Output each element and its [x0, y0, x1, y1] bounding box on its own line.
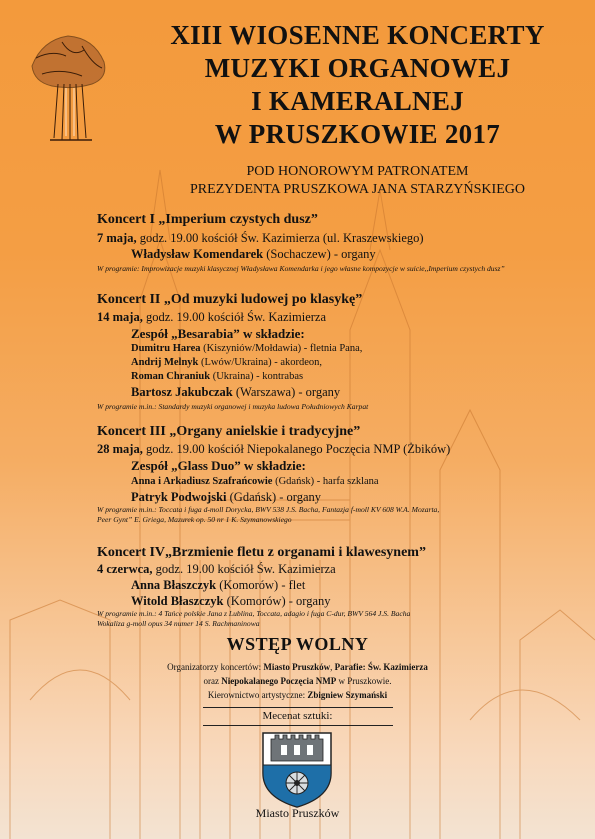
- city-crest-icon: [257, 729, 337, 809]
- organizers-location: w Pruszkowie.: [336, 676, 392, 686]
- concert-4-details: godz. 19.00 kościół Św. Kazimierza: [152, 562, 336, 576]
- concert-3-member: [131, 476, 379, 487]
- organizer-parish: Parafie: Św. Kazimierza: [334, 662, 428, 672]
- concert-2-member: [131, 343, 362, 354]
- concert-2-member-name: Andrij Melnyk: [131, 357, 199, 368]
- patronage-line-1: POD HONOROWYM PATRONATEM: [246, 164, 469, 179]
- concert-3-program-line-2: Peer Gynt” E. Griega, Mazurek op. 50 nr 1 K. Szymanowskiego: [97, 515, 292, 524]
- concert-3-performer-name: Patryk Podwojski: [131, 490, 227, 504]
- tree-illustration: [22, 28, 114, 148]
- concert-3-performer-info: (Gdańsk) - organy: [226, 490, 322, 504]
- concert-4-date-line: [97, 562, 336, 577]
- title-line-2: MUZYKI ORGANOWEJ: [204, 53, 511, 83]
- concert-2-member: [131, 371, 303, 382]
- concert-4-program-line-1: W programie m.in.: 4 Tańce polskie Jana z Lublina, Toccata, adagio i fuga C-dur, BWV 564 J.S. Bacha: [97, 609, 411, 618]
- concert-1-details: godz. 19.00 kościół Św. Kazimierza (ul. Kraszewskiego): [136, 231, 424, 245]
- organizers-line-2: [0, 676, 595, 686]
- concert-2-member-info: (Lwów/Ukraina) - akordeon,: [198, 357, 323, 368]
- concert-4-performer-info: (Komorów) - organy: [223, 594, 331, 608]
- organizers-line-3: [0, 690, 595, 700]
- concert-4-performer: [131, 578, 305, 593]
- concert-2-member-name: Dumitru Harea: [131, 343, 201, 354]
- concert-1-date-line: [97, 231, 424, 246]
- concert-1-performer: [131, 247, 376, 262]
- concert-4-performer-info: (Komorów) - flet: [216, 578, 306, 592]
- concert-1-program: W programie: Improwizacje muzyki klasycznej Władysława Komendarka i jego własne kompozycje w suicie,,Imperium czystych dusz”: [97, 264, 505, 273]
- concert-3-date-line: [97, 442, 450, 457]
- concert-3-performer: [131, 490, 321, 505]
- concert-4-performer-name: Anna Błaszczyk: [131, 578, 217, 592]
- concert-4-date: 4 czerwca,: [97, 562, 153, 576]
- concert-2-member-name: Roman Chraniuk: [131, 371, 211, 382]
- concert-3-member-info: (Gdańsk) - harfa szklana: [272, 476, 379, 487]
- concert-1-heading: Koncert I „Imperium czystych dusz”: [97, 212, 318, 227]
- concert-2-heading: Koncert II „Od muzyki ludowej po klasykę”: [97, 292, 363, 307]
- concert-4-performer: [131, 594, 331, 609]
- title-line-4: W PRUSZKOWIE 2017: [214, 119, 501, 149]
- artistic-director: Zbigniew Szymański: [307, 690, 388, 700]
- concert-2-performer-name: Bartosz Jakubczak: [131, 385, 233, 399]
- concert-2-member-info: (Kiszyniów/Mołdawia) - fletnia Pana,: [200, 343, 363, 354]
- admission-free: WSTĘP WOLNY: [226, 634, 369, 654]
- concert-2-date-line: [97, 310, 326, 325]
- concert-2-member: [131, 357, 322, 368]
- organizers-separator: ,: [330, 662, 335, 672]
- concert-2-performer: [131, 385, 340, 400]
- title-line-1: XIII WIOSENNE KONCERTY: [170, 20, 545, 50]
- concert-3-details: godz. 19.00 kościół Niepokalanego Poczęcia NMP (Żbików): [142, 442, 451, 456]
- concert-2-date: 14 maja,: [97, 310, 143, 324]
- patron-label: Mecenat sztuki:: [262, 710, 333, 722]
- artistic-direction-label: Kierownictwo artystyczne:: [207, 690, 308, 700]
- organizers-label: Organizatorzy koncertów:: [167, 662, 264, 672]
- patronage-line-2: PREZYDENTA PRUSZKOWA JANA STARZYŃSKIEGO: [190, 182, 525, 197]
- divider-top: [203, 707, 393, 708]
- concert-3-heading: Koncert III „Organy anielskie i tradycyjne”: [97, 424, 361, 439]
- organizer-parish-2: Niepokalanego Poczęcia NMP: [221, 676, 337, 686]
- concert-3-member-name: Anna i Arkadiusz Szafrańcowie: [131, 476, 273, 487]
- concert-4-heading: Koncert IV„Brzmienie fletu z organami i klawesynem”: [97, 545, 426, 560]
- concert-2-performer-info: (Warszawa) - organy: [232, 385, 341, 399]
- divider-bottom: [203, 725, 393, 726]
- concert-1-date: 7 maja,: [97, 231, 137, 245]
- concert-3-ensemble: Zespół „Glass Duo” w składzie:: [131, 458, 306, 473]
- concert-1-performer-info: (Sochaczew) - organy: [263, 247, 376, 261]
- organizers-conjunction: oraz: [203, 676, 222, 686]
- city-name: Miasto Pruszków: [255, 806, 340, 820]
- organizers-line-1: [0, 662, 595, 672]
- concert-2-program: W programie m.in.: Standardy muzyki organowej i muzyka ludowa Południowych Karpat: [97, 402, 369, 411]
- concert-1-performer-name: Władysław Komendarek: [131, 247, 264, 261]
- concert-3-program-line-1: W programie m.in.: Toccata i fuga d-moll Dorycka, BWV 538 J.S. Bacha, Fantazja f-moll KV 608 W.A. Mozarta,: [97, 505, 440, 514]
- concert-3-date: 28 maja,: [97, 442, 143, 456]
- title-line-3: I KAMERALNEJ: [251, 86, 464, 116]
- concert-2-ensemble: Zespół „Besarabia” w składzie:: [131, 326, 305, 341]
- concert-2-member-info: (Ukraina) - kontrabas: [210, 371, 304, 382]
- concert-4-performer-name: Witold Błaszczyk: [131, 594, 224, 608]
- organizer-city: Miasto Pruszków: [263, 662, 331, 672]
- concert-2-details: godz. 19.00 kościół Św. Kazimierza: [142, 310, 327, 324]
- concert-4-program-line-2: Wokaliza g-moll opus 34 numer 14 S. Rachmaninowa: [97, 619, 260, 628]
